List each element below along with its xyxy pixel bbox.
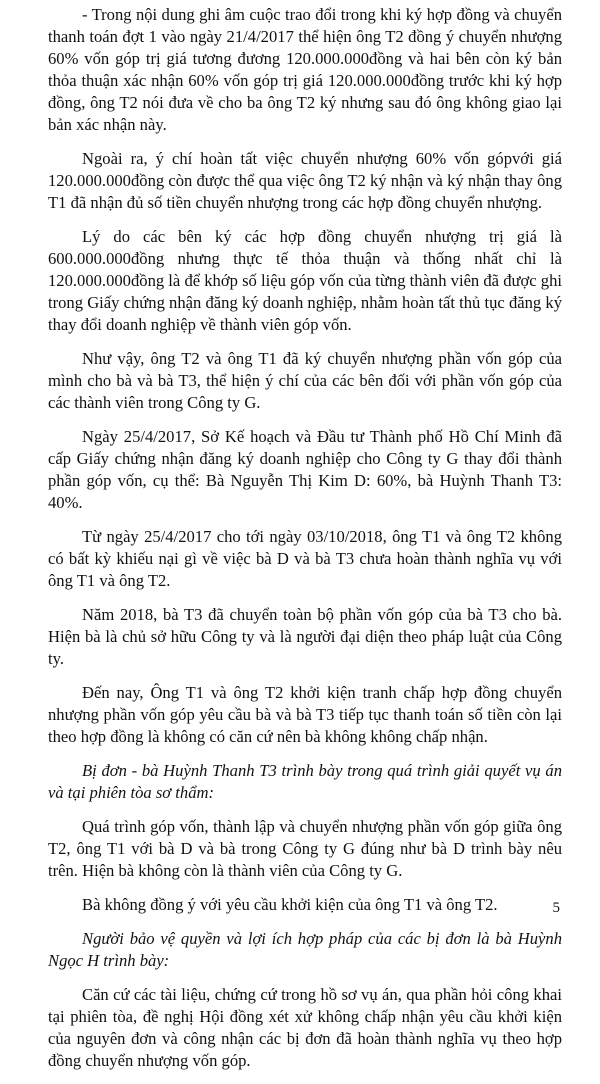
document-page bbox=[48, 4, 562, 1084]
paragraph-lawsuit: Đến nay, Ông T1 và ông T2 khởi kiện tranh chấp hợp đồng chuyển nhượng phần vốn góp yêu cầu bà và bà T3 tiếp tục thanh toán số tiền còn lại theo hợp đồng là không có căn cứ nên bà không không chấp nhận. bbox=[48, 683, 562, 746]
paragraph-counsel-request: Căn cứ các tài liệu, chứng cứ trong hồ sơ vụ án, qua phần hỏi công khai tại phiên tòa, đề nghị Hội đồng xét xử không chấp nhận yêu cầu khởi kiện của nguyên đơn và công nhận các bị đơn đã hoàn thành nghĩa vụ theo hợp đồng chuyển nhượng vốn góp. bbox=[48, 985, 562, 1070]
paragraph-recording-content: - Trong nội dung ghi âm cuộc trao đổi trong khi ký hợp đồng và chuyển thanh toán đợt 1 vào ngày 21/4/2017 thể hiện ông T2 đồng ý chuyển nhượng 60% vốn góp trị giá tương đương 120.000.000đồng và hai bên còn ký bản thỏa thuận xác nhận 60% vốn góp trị giá 120.000.000đồng trước khi ký hợp đồng, ông T2 nói đưa về cho ba ông T2 ký nhưng sau đó ông không giao lại bản xác nhận này. bbox=[48, 5, 562, 134]
heading-defendant-statement: Bị đơn - bà Huỳnh Thanh T3 trình bày trong quá trình giải quyết vụ án và tại phiên tòa sơ thẩm: bbox=[48, 761, 562, 802]
paragraph-no-complaints: Từ ngày 25/4/2017 cho tới ngày 03/10/2018, ông T1 và ông T2 không có bất kỳ khiếu nại gì về việc bà D và bà T3 chưa hoàn thành nghĩa vụ với ông T1 và ông T2. bbox=[48, 527, 562, 590]
paragraph-business-registration: Ngày 25/4/2017, Sở Kế hoạch và Đầu tư Thành phố Hồ Chí Minh đã cấp Giấy chứng nhận đăng ký doanh nghiệp cho Công ty G thay đổi thành phần góp vốn, cụ thể: Bà Nguyễn Thị Kim D: 60%, bà Huỳnh Thanh T3: 40%. bbox=[48, 427, 562, 512]
paragraph-contract-value-reason: Lý do các bên ký các hợp đồng chuyển nhượng trị giá là 600.000.000đồng nhưng thực tế thỏa thuận và thống nhất chỉ là 120.000.000đồng là để khớp số liệu góp vốn của từng thành viên đã được ghi trong Giấy chứng nhận đăng ký doanh nghiệp, nhằm hoàn tất thủ tục đăng ký thay đổi doanh nghiệp về thành viên góp vốn. bbox=[48, 227, 562, 334]
paragraph-defendant-capital: Quá trình góp vốn, thành lập và chuyển nhượng phần vốn góp giữa ông T2, ông T1 với bà D và bà trong Công ty G đúng như bà D trình bày nêu trên. Hiện bà không còn là thành viên của Công ty G. bbox=[48, 817, 562, 880]
paragraph-transfer-signed: Như vậy, ông T2 và ông T1 đã ký chuyển nhượng phần vốn góp của mình cho bà và bà T3, thể hiện ý chí của các bên đối với phần vốn góp của các thành viên trong Công ty G. bbox=[48, 349, 562, 412]
paragraph-transfer-intent: Ngoài ra, ý chí hoàn tất việc chuyển nhượng 60% vốn gópvới giá 120.000.000đồng còn được thể qua việc ông T2 ký nhận và ký nhận thay ông T1 đã nhận đủ số tiền chuyển nhượng trong các hợp đồng chuyển nhượng. bbox=[48, 149, 562, 212]
heading-defense-counsel: Người bảo vệ quyền và lợi ích hợp pháp của các bị đơn là bà Huỳnh Ngọc H trình bày: bbox=[48, 929, 562, 970]
paragraph-defendant-disagree: Bà không đồng ý với yêu cầu khởi kiện của ông T1 và ông T2. bbox=[82, 895, 498, 914]
page-number: 5 bbox=[552, 900, 560, 916]
paragraph-ownership-transfer-2018: Năm 2018, bà T3 đã chuyển toàn bộ phần vốn góp của bà T3 cho bà. Hiện bà là chủ sở hữu Công ty và là người đại diện theo pháp luật của Công ty. bbox=[48, 605, 562, 668]
